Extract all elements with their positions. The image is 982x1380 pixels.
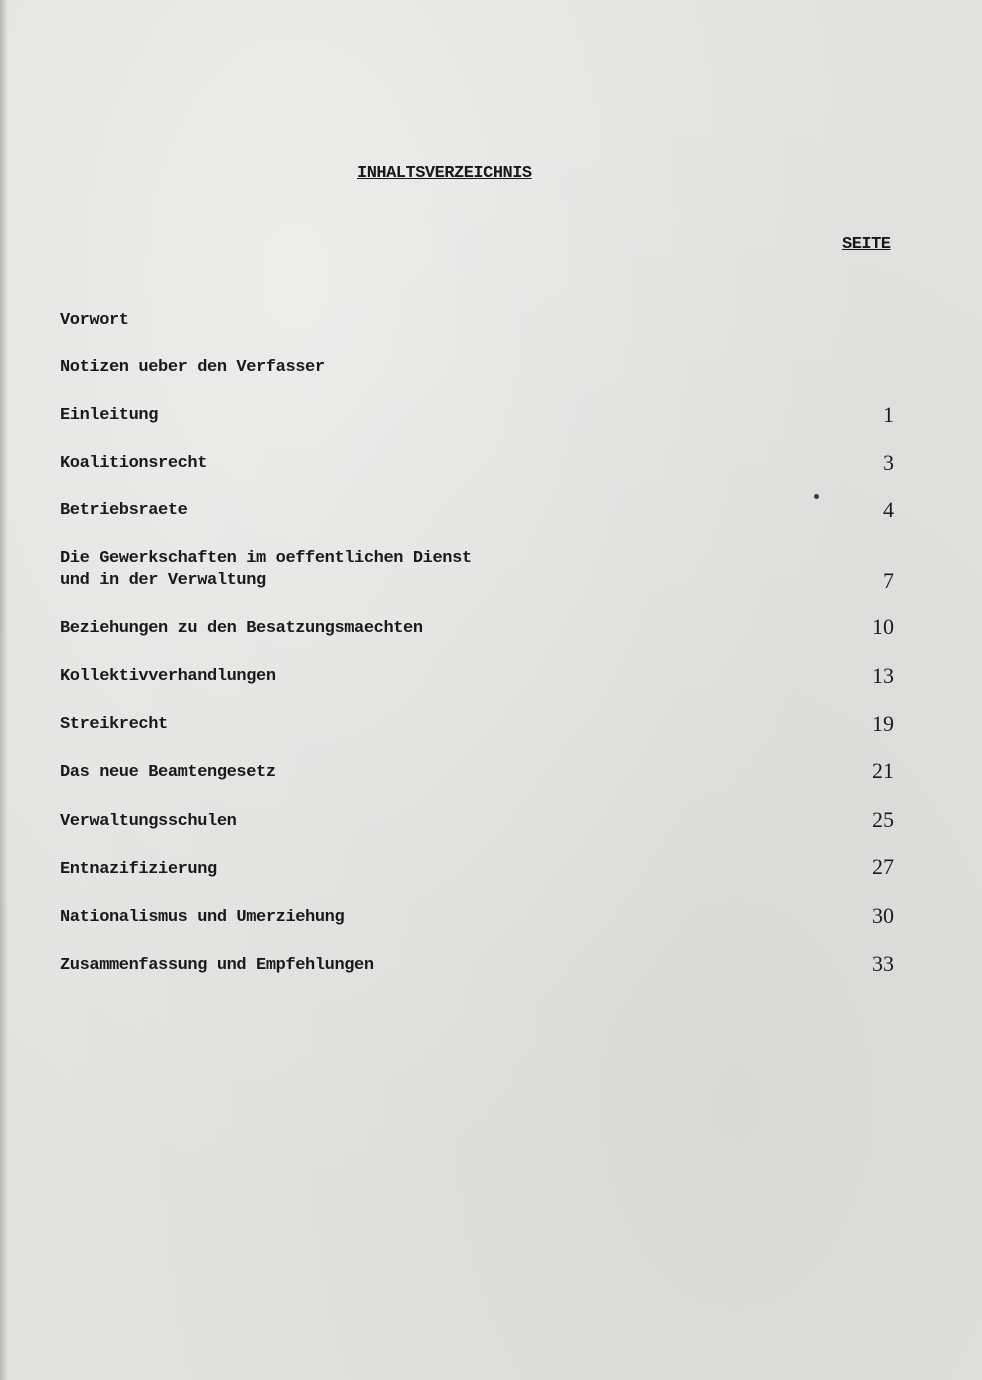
- toc-entry-title: Verwaltungsschulen: [60, 812, 237, 831]
- toc-entry: [60, 497, 900, 540]
- toc-entry-page: 27: [872, 854, 894, 879]
- toc-entry: [60, 951, 900, 995]
- toc-entry-title: Nationalismus und Umerziehung: [60, 908, 345, 927]
- toc-entry-page: 4: [883, 497, 894, 522]
- toc-entry: [60, 663, 900, 706]
- toc-entry-page: 7: [883, 568, 894, 593]
- toc-entry: [60, 450, 900, 493]
- toc-entry-title: Notizen ueber den Verfasser: [60, 358, 325, 377]
- toc-entry: [60, 711, 900, 754]
- toc-entry-page: 25: [872, 807, 894, 832]
- toc-entry-page: 19: [872, 711, 894, 736]
- toc-entry-title: Vorwort: [60, 311, 129, 330]
- toc-entry: [60, 807, 900, 851]
- toc-entry-page: 1: [883, 402, 894, 427]
- ink-speck: [814, 494, 819, 499]
- toc-entry-page: 3: [883, 450, 894, 475]
- toc-entry-title: Kollektivverhandlungen: [60, 667, 276, 686]
- toc-entry-page: 21: [872, 758, 894, 783]
- page-edge-shadow: [0, 0, 8, 1380]
- toc-entry-title: Entnazifizierung: [60, 860, 217, 879]
- toc-entry: [60, 614, 900, 658]
- toc-entry-title: Einleitung: [60, 406, 159, 425]
- toc-entry-title: Zusammenfassung und Empfehlungen: [60, 956, 374, 975]
- toc-entry-title: Das neue Beamtengesetz: [60, 763, 276, 782]
- toc-entry: [60, 402, 900, 445]
- toc-entry-page: 33: [872, 951, 894, 976]
- toc-entry-title: Die Gewerkschaften im oeffentlichen Dienst und in der Verwaltung: [60, 549, 472, 590]
- toc-entry-title: Koalitionsrecht: [60, 454, 208, 473]
- toc-entry: [60, 854, 900, 899]
- toc-entry: [60, 758, 900, 802]
- document-title: INHALTSVERZEICHNIS: [357, 164, 532, 183]
- page-column-header: SEITE: [842, 235, 891, 254]
- toc-entry-title: Streikrecht: [60, 715, 168, 734]
- toc-entry-title: Beziehungen zu den Besatzungsmaechten: [60, 619, 423, 638]
- toc-entry: [60, 310, 900, 350]
- toc-entry-page: 30: [872, 903, 894, 928]
- toc-entry: [60, 903, 900, 947]
- toc-entry-page: 10: [872, 614, 894, 639]
- toc-entry: [60, 357, 900, 397]
- toc-entry-title: Betriebsraete: [60, 501, 188, 520]
- toc-entry-page: 13: [872, 663, 894, 688]
- toc-entry: [60, 548, 900, 598]
